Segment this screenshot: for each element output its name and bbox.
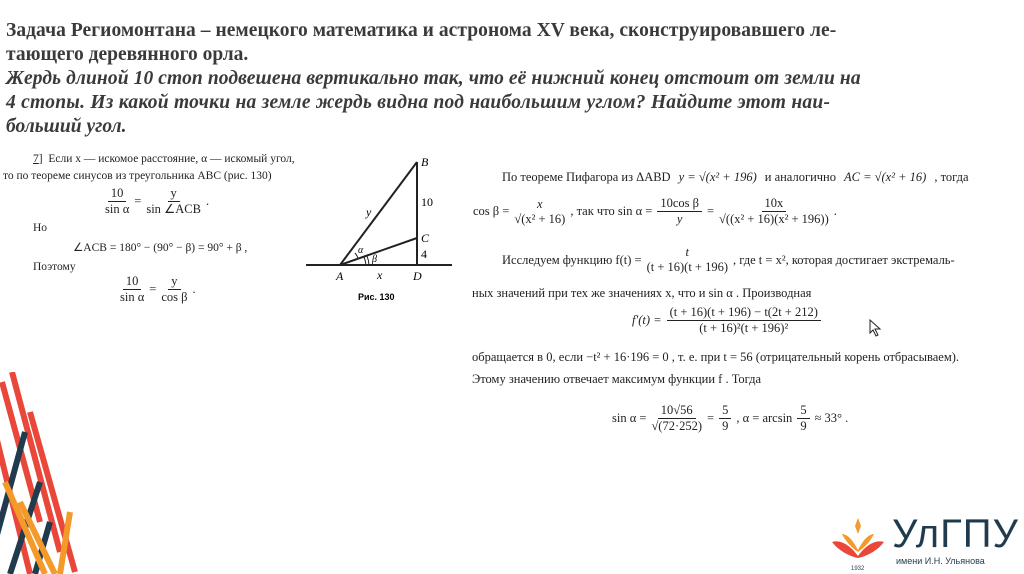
text: ных значений при тех же значениях x, что и sin α . Производная xyxy=(472,286,812,300)
label-alpha: α xyxy=(358,245,364,256)
equation-2: ∠ACB = 180° − (90° − β) = 90° + β , xyxy=(73,242,248,254)
segment-ac xyxy=(340,238,417,265)
num: 10√56 xyxy=(658,403,696,419)
den: (t + 16)²(t + 196)² xyxy=(699,321,789,335)
label-10: 10 xyxy=(421,195,433,209)
text: Исследуем функцию f(t) = xyxy=(502,252,642,267)
problem-line: 4 стопы. Из какой точки на земле жердь видна под наибольшим углом? Найдите этот наи- xyxy=(6,92,831,113)
den: √(72·252) xyxy=(651,419,703,433)
text: Поэтому xyxy=(33,261,76,273)
university-logo xyxy=(828,512,1020,572)
segment-ab xyxy=(340,162,417,265)
text: f′(t) = xyxy=(632,313,662,327)
num: 5 xyxy=(797,403,809,419)
text: Но xyxy=(33,222,48,234)
num: x xyxy=(537,196,543,211)
text: ≈ 33° . xyxy=(814,411,849,425)
den: 9 xyxy=(722,419,729,433)
label-4: 4 xyxy=(421,247,427,261)
logo-subtitle: имени И.Н. Ульянова xyxy=(896,556,985,566)
label-x: x xyxy=(377,268,383,282)
num: 5 xyxy=(719,403,731,419)
den: sin ∠ACB xyxy=(146,202,201,216)
label-b: B xyxy=(421,155,429,169)
den: sin α xyxy=(105,202,130,216)
text: sin α = xyxy=(612,411,647,425)
den: sin α xyxy=(120,290,145,304)
num: 10x xyxy=(762,196,787,212)
num: 10cos β xyxy=(657,196,702,212)
problem-number: 7 xyxy=(33,153,39,165)
text: , где t = x², которая достигает экстремаль- xyxy=(733,252,955,267)
label-y: y xyxy=(366,205,372,219)
decorative-stripes xyxy=(0,372,80,574)
formula: y = √(x² + 196) xyxy=(678,170,757,184)
text: , тогда xyxy=(934,170,969,184)
text: По теореме Пифагора из ΔABD xyxy=(502,170,671,184)
problem-line: Задача Региомонтана – немецкого математика и астронома XV века, сконструировавшего ле- xyxy=(6,20,837,41)
label-a: A xyxy=(336,269,344,283)
problem-line: тающего деревянного орла. xyxy=(6,44,249,65)
num: y xyxy=(168,186,180,202)
logo-name: УлГПУ xyxy=(892,512,1019,556)
label-beta: β xyxy=(372,254,377,265)
equation-3: $\frac{10}{\text{sin α}}$ = $\frac{y}{\text{cos β}}$ . xyxy=(120,274,196,304)
den: √(x² + 16) xyxy=(514,211,566,226)
figure-130 xyxy=(300,150,460,310)
num: (t + 16)(t + 196) − t(2t + 212) xyxy=(667,305,821,321)
equation-1: $\frac{10}{\text{sin α}}$ = y sin ∠ACB . xyxy=(105,186,210,216)
problem-line: больший угол. xyxy=(6,116,127,137)
text: cos β = xyxy=(473,204,510,218)
den: (t + 16)(t + 196) xyxy=(646,260,729,274)
text: Если x — искомое расстояние, α — искомый угол, xyxy=(48,153,295,165)
logo-year: 1932 xyxy=(851,566,865,572)
problem-line: Жердь длиной 10 стоп подвешена вертикально так, что её нижний конец отстоит от земли на xyxy=(6,68,861,89)
formula: AC = √(x² + 16) xyxy=(844,170,927,184)
den: 9 xyxy=(800,419,807,433)
text: обращается в 0, если −t² + 16·196 = 0 , т. е. при t = 56 (отрицательный корень отбрасываем). xyxy=(472,350,960,364)
book-flame-emblem-icon xyxy=(828,512,888,572)
text: Этому значению отвечает максимум функции f . Тогда xyxy=(472,372,762,386)
figure-caption: Рис. 130 xyxy=(358,292,395,302)
text: , α = arcsin xyxy=(736,411,793,425)
label-c: C xyxy=(421,231,430,245)
text: , так что sin α = xyxy=(570,204,653,218)
num: 10 xyxy=(123,274,142,290)
text: и аналогично xyxy=(764,170,836,184)
den: cos β xyxy=(161,290,188,304)
num: t xyxy=(685,245,690,259)
den: √((x² + 16)(x² + 196)) xyxy=(719,212,829,226)
text: то по теореме синусов из треугольника ABC (рис. 130) xyxy=(3,170,272,182)
label-d: D xyxy=(413,269,422,283)
num: y xyxy=(168,274,180,290)
den: y xyxy=(676,212,683,226)
num: 10 xyxy=(108,186,127,202)
mouse-cursor-icon xyxy=(868,318,884,338)
